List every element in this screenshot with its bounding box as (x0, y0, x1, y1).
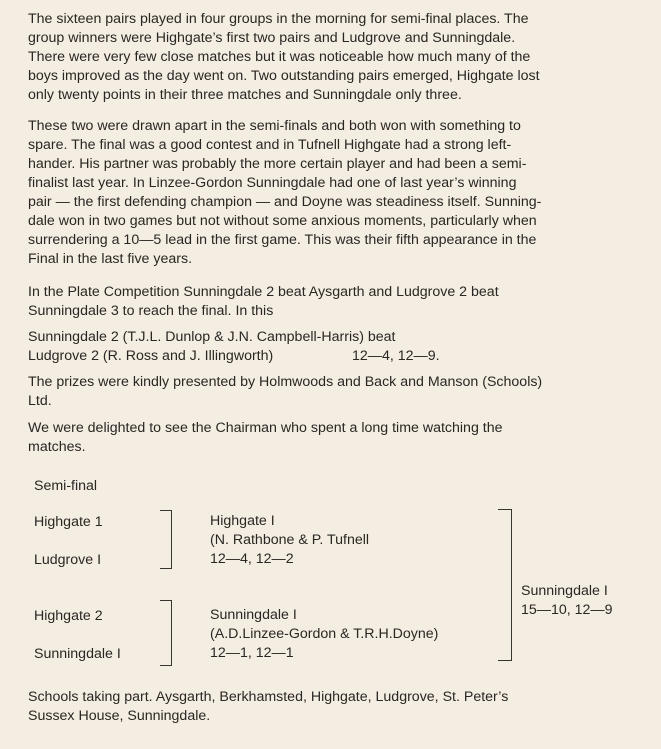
text-line: hander. His partner was probably the more certain player and had been a semi- (28, 156, 527, 172)
text-line: We were delighted to see the Chairman who spent a long time watching the (28, 420, 503, 436)
text-line: In the Plate Competition Sunningdale 2 beat Aysgarth and Ludgrove 2 beat (28, 284, 499, 300)
semi1-players: (N. Rathbone & P. Tufnell (210, 532, 370, 548)
semi2-winner: Sunningdale I (210, 607, 297, 623)
text-line: matches. (28, 439, 86, 455)
text-line: dale won in two games but not without some anxious moments, particularly when (28, 213, 537, 229)
text-line: Sussex House, Sunningdale. (28, 708, 211, 724)
paragraph-plate-competition (28, 283, 648, 321)
text-line: There were very few close matches but it was noticeable how much many of the (28, 49, 531, 65)
paragraph-morning-groups (28, 10, 648, 105)
text-line: Sunningdale 3 to reach the final. In this (28, 303, 274, 319)
semi2-score: 12—1, 12—1 (210, 645, 294, 661)
plate-final-score: 12—4, 12—9. (352, 348, 440, 364)
text-line: These two were drawn apart in the semi-finals and both won with something to (28, 118, 521, 134)
text-line: Final in the last five years. (28, 251, 193, 267)
semi2-players: (A.D.Linzee-Gordon & T.R.H.Doyne) (210, 626, 439, 642)
final-bracket-line (498, 509, 512, 661)
semi1-score: 12—4, 12—2 (210, 551, 294, 567)
final-score: 15—10, 12—9 (521, 602, 613, 618)
semi2-team-a: Highgate 2 (34, 608, 103, 624)
semi2-bracket-line (160, 600, 172, 666)
final-winner: Sunningdale I (521, 583, 608, 599)
plate-final-winner: Sunningdale 2 (T.J.L. Dunlop & J.N. Campbell-Harris) beat (28, 329, 396, 345)
text-line: boys improved as the day went on. Two outstanding pairs emerged, Highgate lost (28, 68, 540, 84)
text-line: only twenty points in their three matches and Sunningdale only three. (28, 87, 462, 103)
paragraph-chairman (28, 419, 648, 457)
semi2-team-b: Sunningdale I (34, 646, 121, 662)
semi1-bracket-line (160, 510, 172, 569)
text-line: Ltd. (28, 393, 52, 409)
text-line: The prizes were kindly presented by Holmwoods and Back and Manson (Schools) (28, 374, 543, 390)
text-line: The sixteen pairs played in four groups in the morning for semi-final places. The (28, 11, 529, 27)
text-line: group winners were Highgate’s first two pairs and Ludgrove and Sunningdale. (28, 30, 516, 46)
text-line: pair — the first defending champion — and Doyne was steadiness itself. Sunning- (28, 194, 542, 210)
text-line: finalist last year. In Linzee-Gordon Sunningdale had one of last year’s winning (28, 175, 517, 191)
semi1-team-b: Ludgrove I (34, 552, 102, 568)
paragraph-prizes (28, 373, 648, 411)
text-line: Schools taking part. Aysgarth, Berkhamsted, Highgate, Ludgrove, St. Peter’s (28, 689, 509, 705)
semi1-team-a: Highgate 1 (34, 514, 103, 530)
semi1-winner: Highgate I (210, 513, 275, 529)
bracket-heading: Semi-final (34, 478, 98, 494)
text-line: surrendering a 10—5 lead in the first game. This was their fifth appearance in the (28, 232, 537, 248)
plate-final-loser: Ludgrove 2 (R. Ross and J. Illingworth) (28, 348, 274, 364)
text-line: spare. The final was a good contest and in Tufnell Highgate had a strong left- (28, 137, 512, 153)
paragraph-schools (28, 688, 648, 726)
paragraph-semi-finals-report (28, 117, 648, 269)
